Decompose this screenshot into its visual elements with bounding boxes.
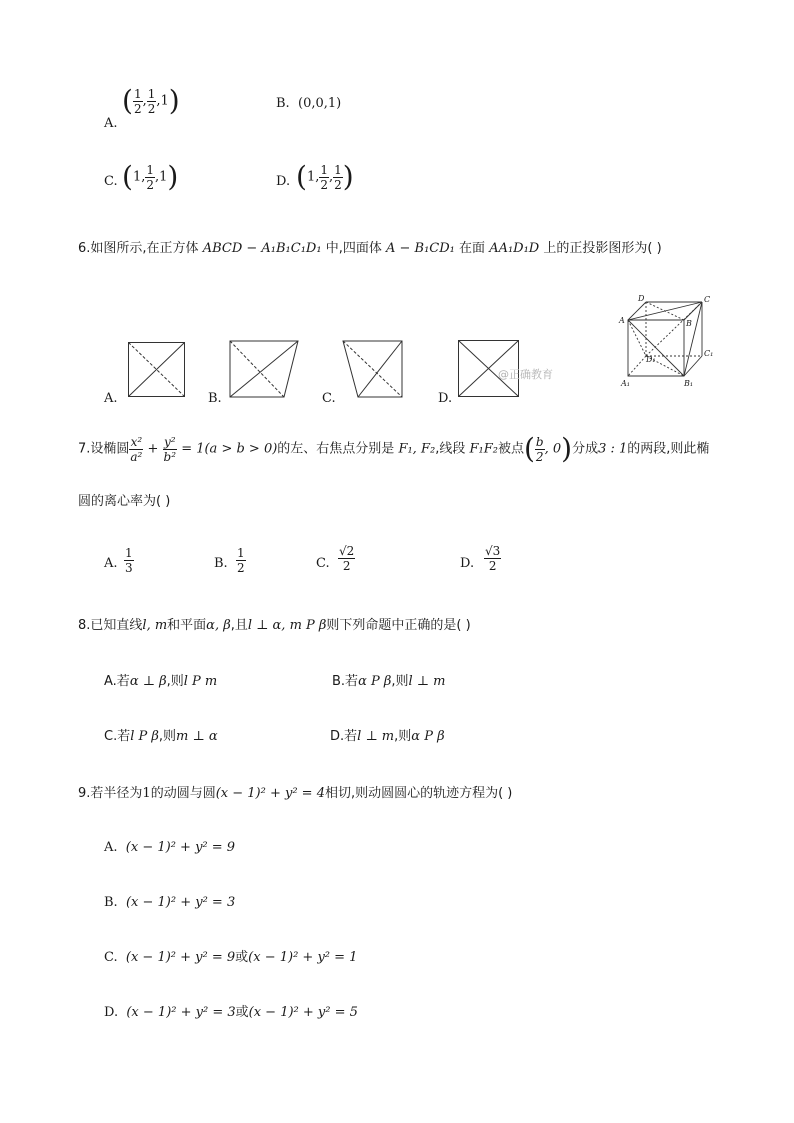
q6-cube-name: ABCD − A₁B₁C₁D₁: [202, 241, 322, 256]
q7-option-d-value: $\frac{√3}{2}$: [485, 544, 501, 573]
q7-option-c-value: $\frac{√2}{2}$: [339, 544, 355, 573]
q7-condition: = 1(a > b > 0): [181, 441, 278, 457]
q7-option-d-label: D.: [460, 556, 475, 571]
q7-stem: 7.设椭圆 $\frac{\text{x²}}{\text{a²}}$ + $\frac{\text{y²}}{\text{b²}}$ = 1(a > b > 0)的左、右焦点分别是 F₁, F₂,线段 F₁F₂被点( $\frac{b}{2}$ , 0)分成3 : 1的两段,则此椭: [78, 432, 710, 465]
q8-option-a: A.若α ⊥ β,则l P m: [104, 674, 218, 689]
q6-option-c-label: C.: [322, 391, 336, 406]
q7-option-a-value: $\frac{1}{3}$: [125, 546, 133, 575]
q8-option-c: C.若l P β,则m ⊥ α: [104, 729, 218, 744]
cube-label-d1: D₁: [646, 355, 656, 364]
q6-cube-figure: [616, 294, 726, 390]
q6-option-b-figure: [228, 340, 300, 398]
q7-stem-mid2: ,线段: [435, 441, 466, 457]
q6-stem: [78, 241, 662, 257]
q6-option-a-label: A.: [104, 391, 118, 406]
q5-option-a-label: A.: [104, 116, 118, 131]
q7-foci: F₁, F₂: [398, 441, 436, 457]
q7-option-b-value: $\frac{1}{2}$: [237, 546, 245, 575]
cube-label-a1: A₁: [621, 379, 630, 388]
q7-option-a-label: A.: [104, 556, 118, 571]
cube-label-a: A: [619, 316, 625, 325]
q7-segment: F₁F₂: [469, 441, 498, 457]
q5-option-a-expr: ( $\frac{1}{2}$ , $\frac{1}{2}$ ,1): [122, 84, 180, 117]
q9-option-d: D. (x − 1)² + y² = 3或(x − 1)² + y² = 5: [104, 1005, 358, 1020]
q8-stem: 8.已知直线l, m和平面α, β,且l ⊥ α, m P β则下列命题中正确的是( ): [78, 618, 471, 633]
q6-option-b-label: B.: [208, 391, 222, 406]
q6-option-c-figure: [342, 340, 404, 398]
q8-option-b: B.若α P β,则l ⊥ m: [332, 674, 446, 689]
q7-stem-suffix: 的两段,则此椭: [627, 441, 710, 457]
watermark: @正确教育: [498, 368, 553, 381]
q7-option-c-label: C.: [316, 556, 330, 571]
q9-option-c: C. (x − 1)² + y² = 9或(x − 1)² + y² = 1: [104, 950, 358, 965]
cube-label-c: C: [704, 295, 711, 304]
cube-label-c1: C₁: [704, 349, 714, 358]
q7-stem-prefix: 7.设椭圆: [78, 441, 130, 457]
q7-stem-mid: 的左、右焦点分别是: [277, 441, 395, 457]
q9-option-a: A. (x − 1)² + y² = 9: [104, 840, 236, 855]
q6-tetra-name: A − B₁CD₁: [385, 241, 455, 256]
q9-option-b: B. (x − 1)² + y² = 3: [104, 895, 236, 910]
q7-ratio: 3 : 1: [598, 441, 628, 457]
q5-option-c-label: C.: [104, 174, 118, 189]
q7-stem-mid3: 被点: [497, 441, 524, 457]
q5-option-d-expr: (1, $\frac{1}{2}$ , $\frac{1}{2}$ ): [296, 160, 354, 193]
q6-stem-prefix: 6.如图所示,在正方体: [78, 241, 199, 256]
q6-face-name: AA₁D₁D: [489, 241, 540, 256]
q5-option-b-label: B.: [276, 96, 290, 111]
q8-option-d: D.若l ⊥ m,则α P β: [330, 729, 445, 744]
q9-stem: 9.若半径为1的动圆与圆(x − 1)² + y² = 4相切,则动圆圆心的轨迹方程为( ): [78, 786, 513, 801]
q6-stem-mid1: 中,四面体: [325, 241, 382, 256]
q6-option-a-figure: [128, 342, 186, 398]
q6-stem-mid2: 在面: [459, 241, 486, 256]
q5-option-c-expr: (1, $\frac{1}{2}$ ,1): [122, 160, 179, 193]
q6-option-d-label: D.: [438, 391, 453, 406]
q5-option-b-expr: (0,0,1): [298, 96, 342, 111]
cube-label-b: B: [686, 319, 692, 328]
cube-label-b1: B₁: [684, 379, 694, 388]
cube-label-d: D: [638, 294, 645, 303]
q7-stem-mid4: 分成: [572, 441, 599, 457]
q5-option-d-label: D.: [276, 174, 291, 189]
q6-stem-suffix: 上的正投影图形为( ): [543, 241, 662, 256]
q7-option-b-label: B.: [214, 556, 228, 571]
q7-stem-line2: 圆的离心率为( ): [78, 494, 171, 509]
